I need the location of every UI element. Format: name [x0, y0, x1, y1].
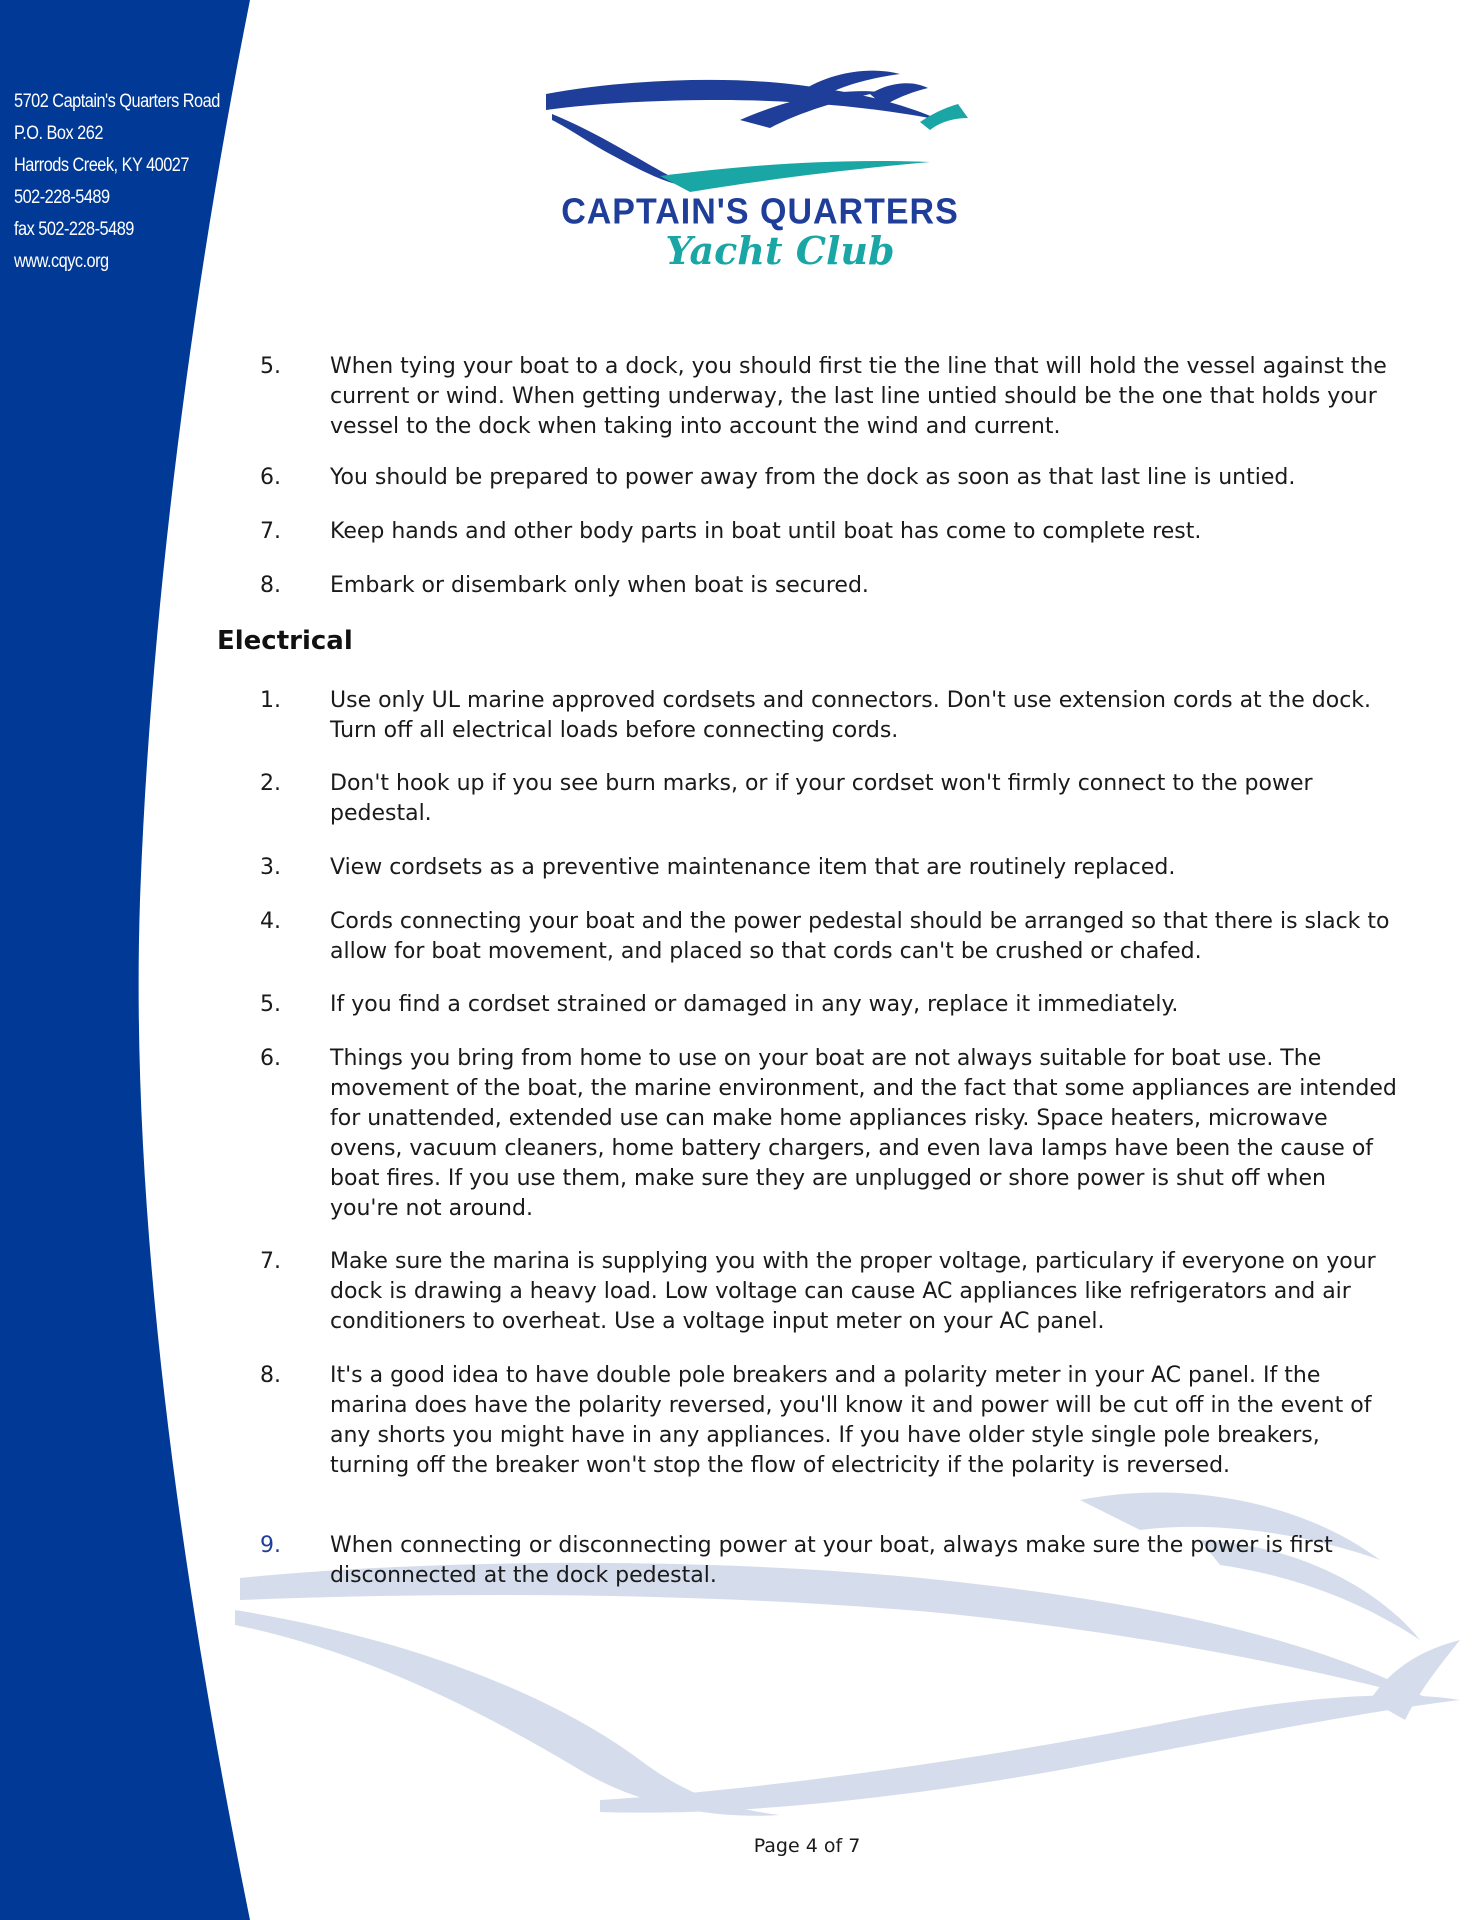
list-item: Make sure the marina is supplying you with the proper voltage, particulary if everyone on your dock is drawing a heavy load. Low voltage can cause AC appliances like refrigerators and air conditioners to overheat. Use a voltage input meter on your AC panel.: [330, 1249, 1376, 1334]
logo-title: CAPTAIN'S QUARTERS: [561, 192, 959, 232]
list-number: 2.: [260, 771, 281, 796]
list-number: 8.: [260, 1363, 281, 1388]
list-number: 7.: [260, 519, 281, 544]
list-number: 1.: [260, 688, 281, 713]
brand-band: [0, 0, 250, 1920]
logo-subtitle: Yacht Club: [665, 228, 895, 273]
list-item: Things you bring from home to use on your boat are not always suitable for boat use. The movement of the boat, the marine environment, and the fact that some appliances are intended for unattended, extended use can make home appliances risky. Space heaters, microwave ovens, vacuum cleaners, home battery chargers, and even lava lamps have been the cause of boat fires. If you use them, make sure they are unplugged or shore power is shut off when you're not around.: [330, 1046, 1397, 1221]
list-item: When connecting or disconnecting power at your boat, always make sure the power is first disconnected at the dock pedestal.: [330, 1533, 1333, 1588]
list-number: 5.: [260, 992, 281, 1017]
address-line-street: 5702 Captain's Quarters Road: [14, 91, 220, 112]
yacht-logo-icon: [540, 58, 980, 198]
list-item: Cords connecting your boat and the power pedestal should be arranged so that there is slack to allow for boat movement, and placed so that cords can't be crushed or chafed.: [330, 909, 1390, 964]
list-item: View cordsets as a preventive maintenance item that are routinely replaced.: [330, 855, 1176, 880]
list-number: 5.: [260, 354, 281, 379]
list-item: You should be prepared to power away from the dock as soon as that last line is untied.: [330, 465, 1296, 490]
list-item: Keep hands and other body parts in boat until boat has come to complete rest.: [330, 519, 1202, 544]
list-number: 6.: [260, 465, 281, 490]
list-item: Use only UL marine approved cordsets and connectors. Don't use extension cords at the dock. Turn off all electrical loads before connecting cords.: [330, 688, 1372, 743]
list-item: When tying your boat to a dock, you should first tie the line that will hold the vessel against the current or wind. When getting underway, the last line untied should be the one that holds your vessel to the dock when taking into account the wind and current.: [330, 354, 1387, 439]
section-heading-electrical: Electrical: [217, 626, 353, 656]
letterhead-address: [14, 86, 220, 278]
list-number: 3.: [260, 855, 281, 880]
address-line-city: Harrods Creek, KY 40027: [14, 155, 189, 176]
list-number: 6.: [260, 1046, 281, 1071]
list-number: 7.: [260, 1249, 281, 1274]
address-line-fax: fax 502-228-5489: [14, 219, 134, 240]
list-number: 4.: [260, 909, 281, 934]
address-line-po-box: P.O. Box 262: [14, 123, 103, 144]
list-item: Don't hook up if you see burn marks, or if your cordset won't firmly connect to the power pedestal.: [330, 771, 1313, 826]
address-line-website: www.cqyc.org: [14, 251, 109, 272]
list-item: If you find a cordset strained or damaged in any way, replace it immediately.: [330, 992, 1179, 1017]
list-number: 8.: [260, 573, 281, 598]
list-number: 9.: [260, 1533, 281, 1558]
address-line-phone: 502-228-5489: [14, 187, 110, 208]
club-logo: [540, 58, 980, 298]
page-number: Page 4 of 7: [753, 1835, 861, 1857]
list-item: Embark or disembark only when boat is secured.: [330, 573, 869, 598]
list-item: It's a good idea to have double pole breakers and a polarity meter in your AC panel. If the marina does have the polarity reversed, you'll know it and power will be cut off in the event of any shorts you might have in any appliances. If you have older style single pole breakers, turning off the breaker won't stop the flow of electricity if the polarity is reversed.: [330, 1363, 1372, 1478]
